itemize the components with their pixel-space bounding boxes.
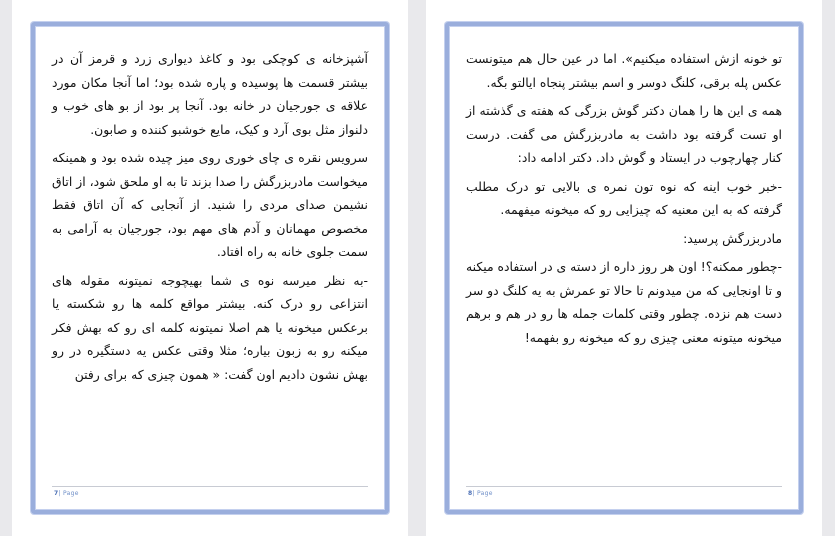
document-page-8 (426, 0, 822, 536)
page-text (466, 47, 782, 354)
page-label: | Page (472, 490, 493, 497)
page-number-footer (54, 490, 79, 497)
paragraph: مادربزرگش پرسید: (683, 230, 782, 246)
paragraph: -چطور ممکنه؟! اون هر روز داره از دسته ی در استفاده میکنه و تا اونجایی که من میدونم تا حالا تو عمرش به یه کلنگ دو سر دست هم نزده. چطور وقتی کلمات جمله ها رو در هم و برهم میخونه میتونه معنی چیزی رو که میخونه رو بفهمه! (466, 259, 782, 345)
page-text (52, 47, 368, 391)
footer-divider (52, 486, 368, 487)
paragraph: تو خونه ازش استفاده میکنیم». اما در عین حال هم میتونست عکس پله برقی، کلنگ دوسر و اسم بیشتر پنجاه ایالتو بگه. (466, 51, 782, 90)
page-number: 7 (54, 490, 59, 497)
page-number: 8 (468, 490, 473, 497)
paragraph: همه ی این ها را همان دکتر گوش بزرگی که هفته ی گذشته از او تست گرفته بود داشت به مادربزرگش می گفت. درست کنار چهارچوب در ایستاد و گوش داد. دکتر ادامه داد: (466, 103, 782, 165)
paragraph: آشپزخانه ی کوچکی بود و کاغذ دیواری زرد و قرمز آن در بیشتر قسمت ها پوسیده و پاره شده بود؛ اما آنجا مکان مورد علاقه ی جورجیان در خانه بود. آنجا پر بود از بو های خوب و دلنواز مثل بوی آرد و کیک، مایع خوشبو کننده و صابون. (52, 51, 368, 137)
paragraph: -خبر خوب اینه که نوه تون نمره ی بالایی تو درک مطلب گرفته که به این معنیه که چیزایی رو که میخونه میفهمه. (466, 178, 782, 217)
page-number-footer (468, 490, 493, 497)
page-label: | Page (58, 490, 79, 497)
paragraph: سرویس نقره ی چای خوری روی میز چیده شده بود و همینکه میخواست مادربزرگش را صدا بزند تا به او ملحق شود، از اتاق نشیمن صدای مردی را شنید. از آنجایی که آن اتاق فقط مخصوص مهمانان و آدم های مهم بود، جورجیان به آرامی به سمت جلوی خانه به راه افتاد. (52, 150, 368, 259)
footer-divider (466, 486, 782, 487)
document-page-7 (12, 0, 408, 536)
paragraph: -به نظر میرسه نوه ی شما بهیچوجه نمیتونه مقوله های انتزاعی رو درک کنه. بیشتر مواقع کلمه ها رو شکسته یا برعکس میخونه یا هم اصلا نمیتونه کلمه ای رو که بهش فکر میکنه رو به زبون بیاره؛ مثلا وقتی عکس یه دستگیره در رو بهش نشون دادیم اون گفت: « همون چیزی که برای رفتن (52, 272, 368, 382)
